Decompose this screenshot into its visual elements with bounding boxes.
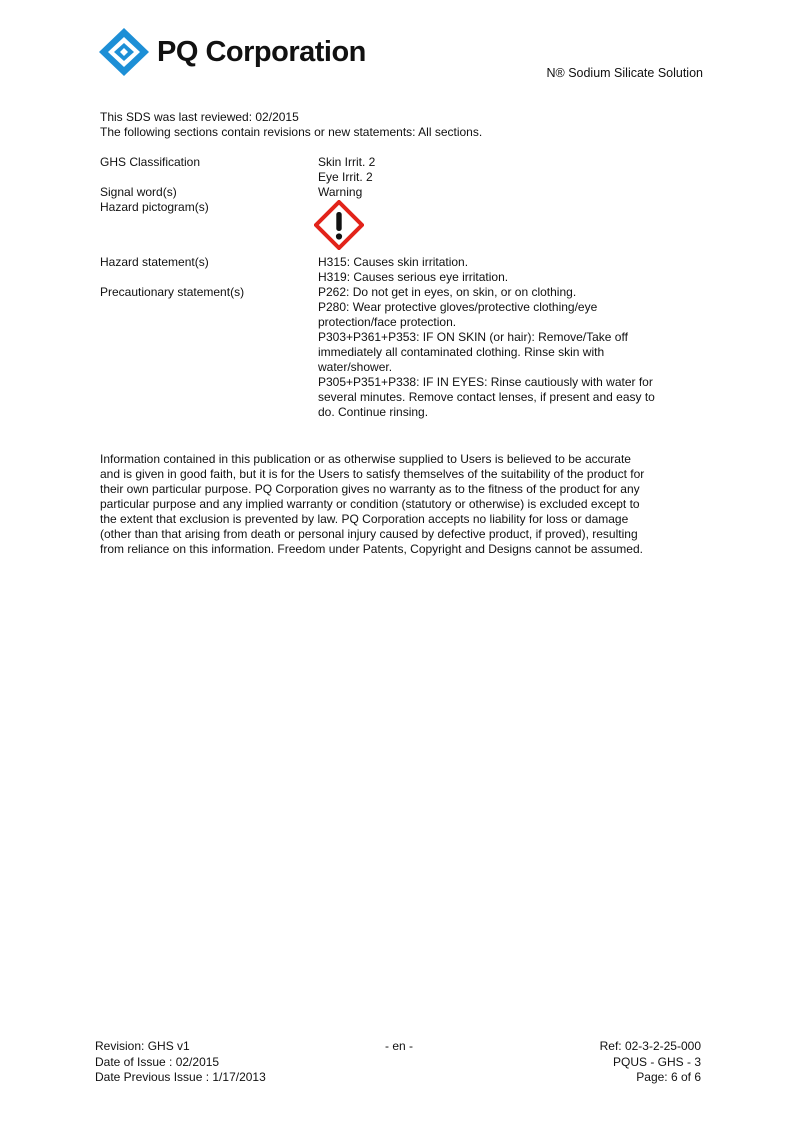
last-reviewed: This SDS was last reviewed: 02/2015 [100, 110, 299, 124]
document-code: PQUS - GHS - 3 [612, 1054, 701, 1069]
company-name: PQ Corporation [157, 36, 366, 68]
hazard-statement: H319: Causes serious eye irritation. [318, 270, 509, 284]
precaution-line: several minutes. Remove contact lenses, if present and easy to [318, 390, 655, 404]
footer-right [600, 1039, 701, 1086]
disclaimer-line: Information contained in this publication or as otherwise supplied to Users is believed to be accurate [100, 452, 631, 466]
footer-language: - en - [384, 1039, 413, 1053]
exclamation-mark-icon [314, 200, 364, 250]
disclaimer-line: their own particular purpose. PQ Corporation gives no warranty as to the fitness of the product for any [100, 482, 640, 496]
precaution-line: P305+P351+P338: IF IN EYES: Rinse cautiously with water for [318, 375, 653, 389]
precaution-line: P303+P361+P353: IF ON SKIN (or hair): Remove/Take off [318, 330, 628, 344]
disclaimer-line: (other than that arising from death or personal injury caused by defective product, if proved), resulting [100, 527, 638, 541]
date-previous-issue: Date Previous Issue : 1/17/2013 [95, 1070, 266, 1084]
precaution-line: P280: Wear protective gloves/protective clothing/eye [318, 300, 598, 314]
disclaimer-line: particular purpose and any implied warranty or condition (statutory or otherwise) is excluded except to [100, 497, 640, 511]
precaution-line: do. Continue rinsing. [318, 405, 429, 419]
precaution-line: P262: Do not get in eyes, on skin, or on clothing. [318, 285, 577, 299]
page-number: Page: 6 of 6 [636, 1070, 701, 1084]
precaution-line: immediately all contaminated clothing. Rinse skin with [318, 345, 605, 359]
disclaimer-paragraph [100, 452, 700, 557]
hazard-statements-label: Hazard statement(s) [100, 255, 209, 269]
pq-logo-icon [97, 26, 151, 78]
disclaimer-line: the extent that exclusion is prevented by law. PQ Corporation accepts no liability for loss or damage [100, 512, 629, 526]
classification-value: Skin Irrit. 2 [318, 155, 376, 169]
review-info [100, 110, 482, 140]
hazard-pictogram-label: Hazard pictogram(s) [100, 200, 209, 214]
hazard-statement: H315: Causes skin irritation. [318, 255, 469, 269]
date-of-issue: Date of Issue : 02/2015 [95, 1054, 220, 1069]
precaution-line: protection/face protection. [318, 315, 457, 329]
ghs-classification-values [318, 155, 698, 185]
revision-text: Revision: GHS v1 [95, 1039, 190, 1053]
company-logo [97, 26, 366, 78]
ghs-classification-label: GHS Classification [100, 155, 201, 169]
precautionary-statements-values [318, 285, 698, 420]
page-footer [95, 1039, 703, 1087]
reference-number: Ref: 02-3-2-25-000 [599, 1039, 701, 1053]
precautionary-statements-label: Precautionary statement(s) [100, 285, 245, 299]
revision-note: The following sections contain revisions or new statements: All sections. [100, 125, 483, 139]
hazard-statements-values [318, 255, 698, 285]
disclaimer-line: and is given in good faith, but it is for the Users to satisfy themselves of the suitability of the product for [100, 467, 645, 481]
disclaimer-line: from reliance on this information. Freedom under Patents, Copyright and Designs cannot be assumed. [100, 542, 643, 556]
product-name: N® Sodium Silicate Solution [546, 66, 703, 80]
signal-word-value: Warning [318, 185, 363, 199]
precaution-line: water/shower. [318, 360, 393, 374]
classification-value: Eye Irrit. 2 [318, 170, 373, 184]
signal-word-label: Signal word(s) [100, 185, 177, 199]
